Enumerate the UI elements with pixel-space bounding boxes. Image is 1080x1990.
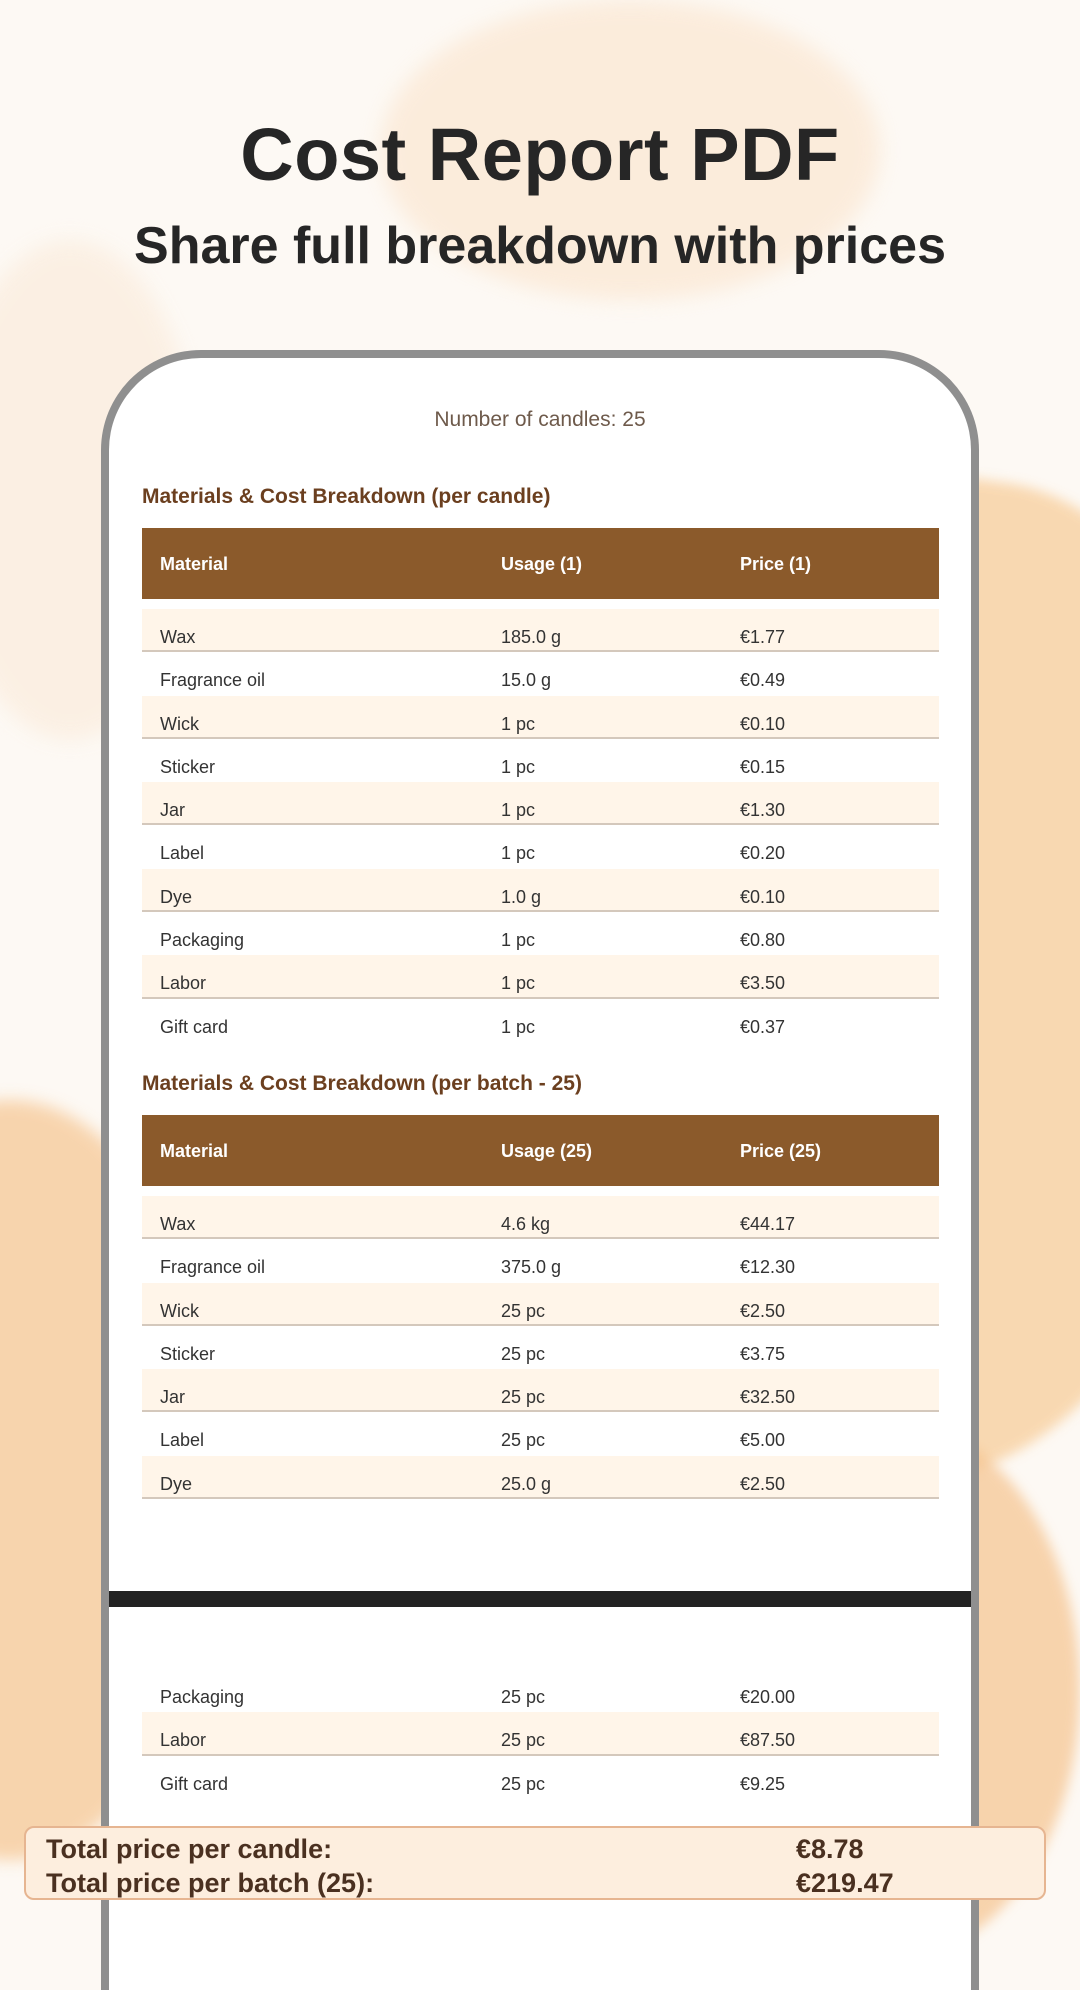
table-row <box>142 696 939 739</box>
table-row <box>142 1196 939 1239</box>
table-row <box>142 652 939 695</box>
table-header <box>142 1115 939 1186</box>
usage-cell: 25 pc <box>501 1687 546 1707</box>
column-header: Usage (25) <box>501 1141 593 1161</box>
material-cell: Labor <box>160 973 207 994</box>
page-break <box>109 1591 971 1607</box>
table-row <box>142 912 939 955</box>
material-cell: Dye <box>160 886 193 907</box>
material-cell: Gift card <box>160 1016 229 1037</box>
price-cell: €44.17 <box>740 1214 796 1234</box>
usage-cell: 1 pc <box>501 973 536 994</box>
material-cell: Jar <box>160 1387 186 1408</box>
usage-cell: 15.0 g <box>501 670 552 691</box>
usage-cell: 25 pc <box>501 1343 546 1364</box>
material-cell: Labor <box>160 1730 207 1751</box>
totals-panel <box>24 1826 1046 1900</box>
price-cell: €87.50 <box>740 1730 796 1751</box>
price-cell: €1.77 <box>740 627 786 647</box>
material-cell: Label <box>160 843 205 864</box>
usage-cell: 375.0 g <box>501 1257 562 1278</box>
price-cell: €32.50 <box>740 1387 796 1408</box>
price-cell: €2.50 <box>740 1300 786 1321</box>
price-cell: €12.30 <box>740 1257 796 1278</box>
material-cell: Wax <box>160 627 196 647</box>
per-batch-title: Materials & Cost Breakdown (per batch - 25) <box>142 1072 582 1095</box>
per-batch-table-continued <box>142 1669 939 1799</box>
table-row <box>142 1756 939 1799</box>
material-cell: Label <box>160 1430 205 1451</box>
table-row <box>142 999 939 1042</box>
price-cell: €5.00 <box>740 1430 786 1451</box>
table-row <box>142 1369 939 1412</box>
table-row <box>142 609 939 652</box>
table-row <box>142 1283 939 1326</box>
material-cell: Wax <box>160 1214 196 1234</box>
total-per-batch-label: Total price per batch (25): <box>46 1868 375 1898</box>
per-candle-table <box>142 528 939 1042</box>
usage-cell: 25.0 g <box>501 1473 552 1494</box>
usage-cell: 25 pc <box>501 1430 546 1451</box>
usage-cell: 25 pc <box>501 1730 546 1751</box>
price-cell: €0.37 <box>740 1016 786 1037</box>
promo-title: Cost Report PDF <box>240 113 840 196</box>
pdf-preview[interactable] <box>109 358 971 1990</box>
material-cell: Dye <box>160 1473 193 1494</box>
price-cell: €20.00 <box>740 1687 796 1707</box>
usage-cell: 25 pc <box>501 1773 546 1794</box>
material-cell: Wick <box>160 1300 199 1321</box>
usage-cell: 185.0 g <box>501 627 562 647</box>
usage-cell: 1 pc <box>501 1016 536 1037</box>
usage-cell: 1 pc <box>501 800 536 821</box>
table-row <box>142 739 939 782</box>
table-header <box>142 528 939 599</box>
column-header: Material <box>160 554 229 574</box>
price-cell: €0.10 <box>740 713 786 734</box>
material-cell: Gift card <box>160 1773 229 1794</box>
table-row <box>142 825 939 868</box>
usage-cell: 1 pc <box>501 930 536 951</box>
total-per-candle-label: Total price per candle: <box>46 1834 333 1864</box>
total-per-candle-value: €8.78 <box>796 1834 864 1864</box>
price-cell: €9.25 <box>740 1773 786 1794</box>
column-header: Price (1) <box>740 554 812 574</box>
usage-cell: 1.0 g <box>501 886 542 907</box>
usage-cell: 1 pc <box>501 713 536 734</box>
table-row <box>142 1326 939 1369</box>
price-cell: €0.20 <box>740 843 786 864</box>
table-row <box>142 1669 939 1712</box>
price-cell: €0.49 <box>740 670 786 691</box>
price-cell: €1.30 <box>740 800 786 821</box>
table-row <box>142 869 939 912</box>
phone-frame <box>101 350 979 1990</box>
candle-count: Number of candles: 25 <box>434 408 646 431</box>
usage-cell: 1 pc <box>501 843 536 864</box>
material-cell: Sticker <box>160 1343 216 1364</box>
price-cell: €0.10 <box>740 886 786 907</box>
table-row <box>142 955 939 998</box>
material-cell: Fragrance oil <box>160 670 266 691</box>
column-header: Usage (1) <box>501 554 583 574</box>
material-cell: Wick <box>160 713 199 734</box>
column-header: Price (25) <box>740 1141 822 1161</box>
price-cell: €2.50 <box>740 1473 786 1494</box>
price-cell: €3.50 <box>740 973 786 994</box>
material-cell: Packaging <box>160 1687 245 1707</box>
material-cell: Fragrance oil <box>160 1257 266 1278</box>
price-cell: €3.75 <box>740 1343 786 1364</box>
table-row <box>142 1712 939 1755</box>
table-row <box>142 1456 939 1499</box>
table-row <box>142 1412 939 1455</box>
usage-cell: 25 pc <box>501 1387 546 1408</box>
material-cell: Packaging <box>160 930 245 951</box>
per-batch-table <box>142 1115 939 1499</box>
usage-cell: 4.6 kg <box>501 1214 551 1234</box>
price-cell: €0.15 <box>740 756 786 777</box>
price-cell: €0.80 <box>740 930 786 951</box>
usage-cell: 25 pc <box>501 1300 546 1321</box>
material-cell: Jar <box>160 800 186 821</box>
table-row <box>142 1239 939 1282</box>
total-per-batch-value: €219.47 <box>796 1868 894 1898</box>
usage-cell: 1 pc <box>501 756 536 777</box>
promo-subtitle: Share full breakdown with prices <box>134 217 946 275</box>
table-row <box>142 782 939 825</box>
material-cell: Sticker <box>160 756 216 777</box>
per-candle-title: Materials & Cost Breakdown (per candle) <box>142 485 551 508</box>
column-header: Material <box>160 1141 229 1161</box>
